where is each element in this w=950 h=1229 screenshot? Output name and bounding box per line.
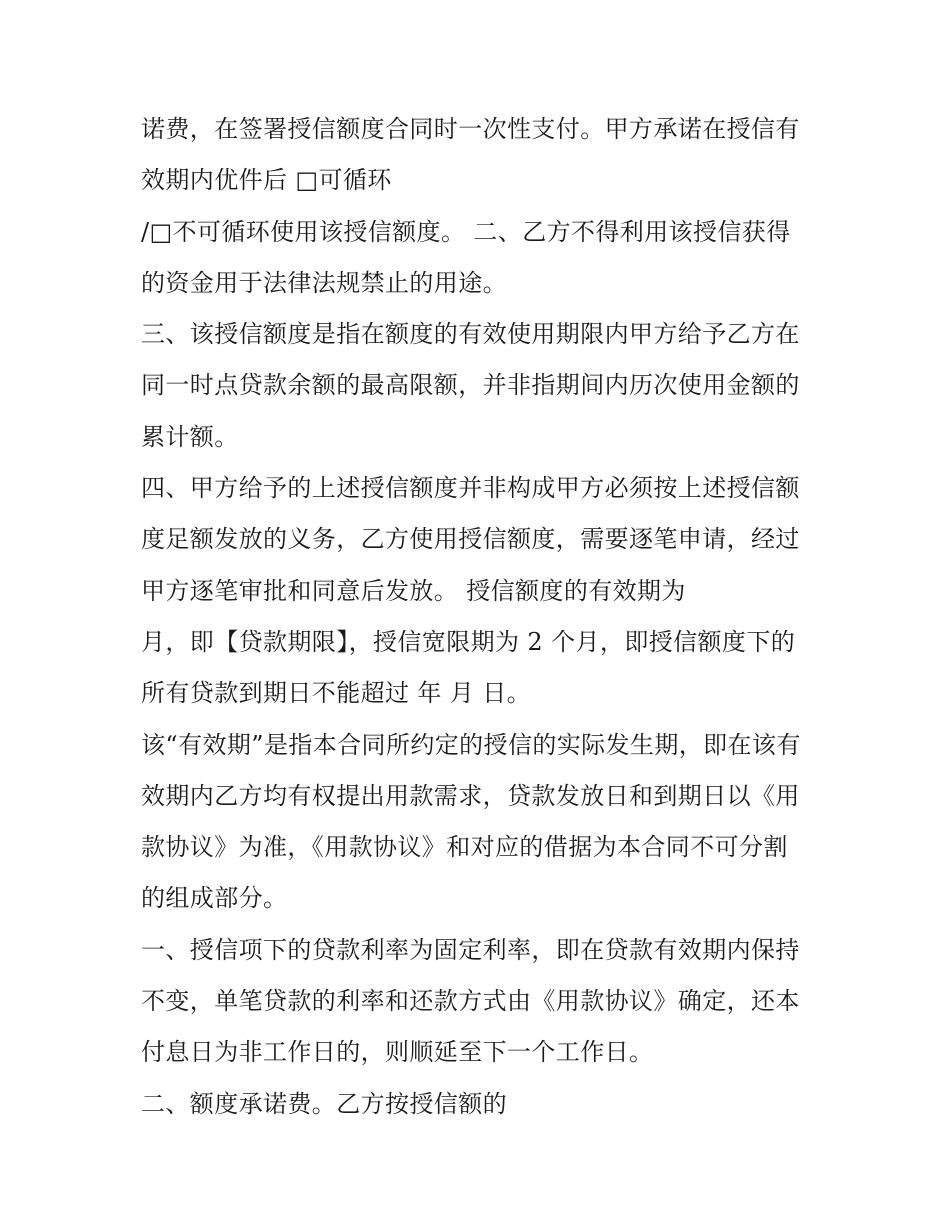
text-line: 不变，单笔贷款的利率和还款方式由《用款协议》确定，还本 <box>141 987 800 1016</box>
text-line: 累计额。 <box>141 422 239 451</box>
text-line: 效期内乙方均有权提出用款需求，贷款发放日和到期日以《用 <box>141 781 800 810</box>
text-line: 二、额度承诺费。乙方按授信额的 <box>141 1089 507 1118</box>
text-line: 甲方逐笔审批和同意后发放。 授信额度的有效期为 <box>141 576 686 605</box>
text-line: 的组成部分。 <box>141 884 288 913</box>
text-line: 度足额发放的义务，乙方使用授信额度，需要逐笔申请，经过 <box>141 525 800 554</box>
text-line: 月，即【贷款期限】，授信宽限期为 2 个月，即授信额度下的 <box>141 627 796 656</box>
text-line: /□不可循环使用该授信额度。 二、乙方不得利用该授信获得 <box>141 217 791 246</box>
text-line: 三、该授信额度是指在额度的有效使用期限内甲方给予乙方在 <box>141 320 800 349</box>
text-line: 所有贷款到期日不能超过 年 月 日。 <box>141 679 532 708</box>
text-line: 付息日为非工作日的，则顺延至下一个工作日。 <box>141 1038 654 1067</box>
text-line: 四、甲方给予的上述授信额度并非构成甲方必须按上述授信额 <box>141 474 800 503</box>
text-line: 效期内优件后 □可循环 <box>141 166 392 195</box>
text-line: 诺费，在签署授信额度合同时一次性支付。甲方承诺在授信有 <box>141 115 800 143</box>
text-line: 一、授信项下的贷款利率为固定利率，即在贷款有效期内保持 <box>141 935 800 964</box>
text-line: 的资金用于法律法规禁止的用途。 <box>141 268 507 297</box>
document-body <box>141 104 821 1130</box>
text-line: 该“有效期”是指本合同所约定的授信的实际发生期，即在该有 <box>141 730 801 759</box>
text-line: 款协议》为准，《用款协议》和对应的借据为本合同不可分割 <box>141 833 788 862</box>
text-line: 同一时点贷款余额的最高限额，并非指期间内历次使用金额的 <box>141 371 800 400</box>
